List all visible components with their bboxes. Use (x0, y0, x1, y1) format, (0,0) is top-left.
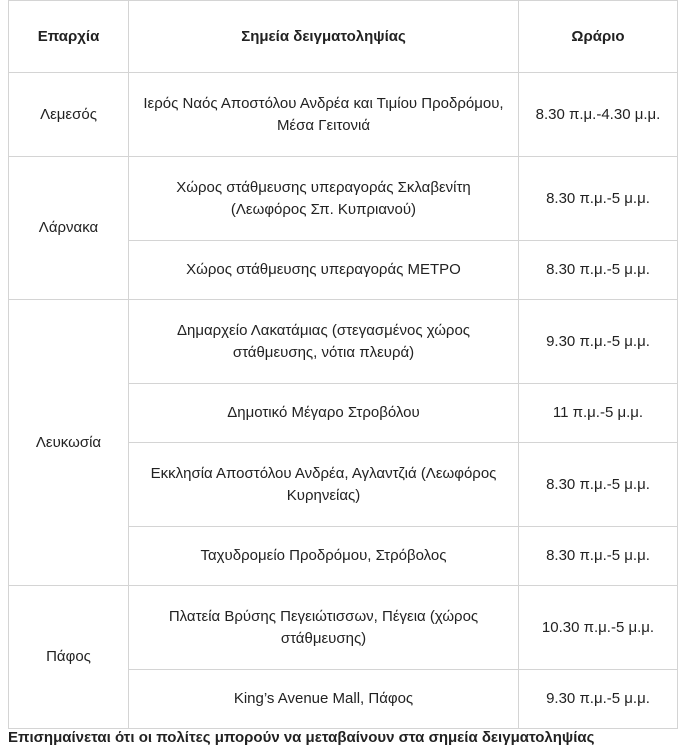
hours-cell: 10.30 π.μ.-5 μ.μ. (519, 586, 678, 670)
hours-cell: 8.30 π.μ.-5 μ.μ. (519, 443, 678, 527)
hours-cell: 11 π.μ.-5 μ.μ. (519, 384, 678, 443)
region-cell-paphos: Πάφος (9, 586, 129, 729)
table-row (9, 300, 678, 384)
table-row (9, 586, 678, 670)
hours-cell: 8.30 π.μ.-4.30 μ.μ. (519, 73, 678, 157)
table-header-row (9, 1, 678, 73)
sampling-sites-table (8, 0, 678, 729)
hours-cell: 8.30 π.μ.-5 μ.μ. (519, 241, 678, 300)
site-cell: Ιερός Ναός Αποστόλου Ανδρέα και Τιμίου Προδρόμου, Μέσα Γειτονιά (129, 73, 519, 157)
header-sampling-site: Σημεία δειγματοληψίας (129, 1, 519, 73)
region-cell-limassol: Λεμεσός (9, 73, 129, 157)
hours-cell: 9.30 π.μ.-5 μ.μ. (519, 670, 678, 729)
site-cell: Χώρος στάθμευσης υπεραγοράς ΜΕΤΡΟ (129, 241, 519, 300)
site-cell: Εκκλησία Αποστόλου Ανδρέα, Αγλαντζιά (Λεωφόρος Κυρηνείας) (129, 443, 519, 527)
site-cell: Δημαρχείο Λακατάμιας (στεγασμένος χώρος στάθμευσης, νότια πλευρά) (129, 300, 519, 384)
site-cell: Δημοτικό Μέγαρο Στροβόλου (129, 384, 519, 443)
header-hours: Ωράριο (519, 1, 678, 73)
site-cell: Χώρος στάθμευσης υπεραγοράς Σκλαβενίτη (Λεωφόρος Σπ. Κυπριανού) (129, 157, 519, 241)
site-cell: King’s Avenue Mall, Πάφος (129, 670, 519, 729)
header-region: Επαρχία (9, 1, 129, 73)
site-cell: Ταχυδρομείο Προδρόμου, Στρόβολος (129, 527, 519, 586)
site-cell: Πλατεία Βρύσης Πεγειώτισσων, Πέγεια (χώρος στάθμευσης) (129, 586, 519, 670)
table-row (9, 157, 678, 241)
region-cell-nicosia: Λευκωσία (9, 300, 129, 586)
hours-cell: 9.30 π.μ.-5 μ.μ. (519, 300, 678, 384)
footer-partial-text: Επισημαίνεται ότι οι πολίτες μπορούν να μεταβαίνουν στα σημεία δειγματοληψίας (8, 729, 595, 746)
hours-cell: 8.30 π.μ.-5 μ.μ. (519, 527, 678, 586)
hours-cell: 8.30 π.μ.-5 μ.μ. (519, 157, 678, 241)
table-row (9, 73, 678, 157)
region-cell-larnaca: Λάρνακα (9, 157, 129, 300)
